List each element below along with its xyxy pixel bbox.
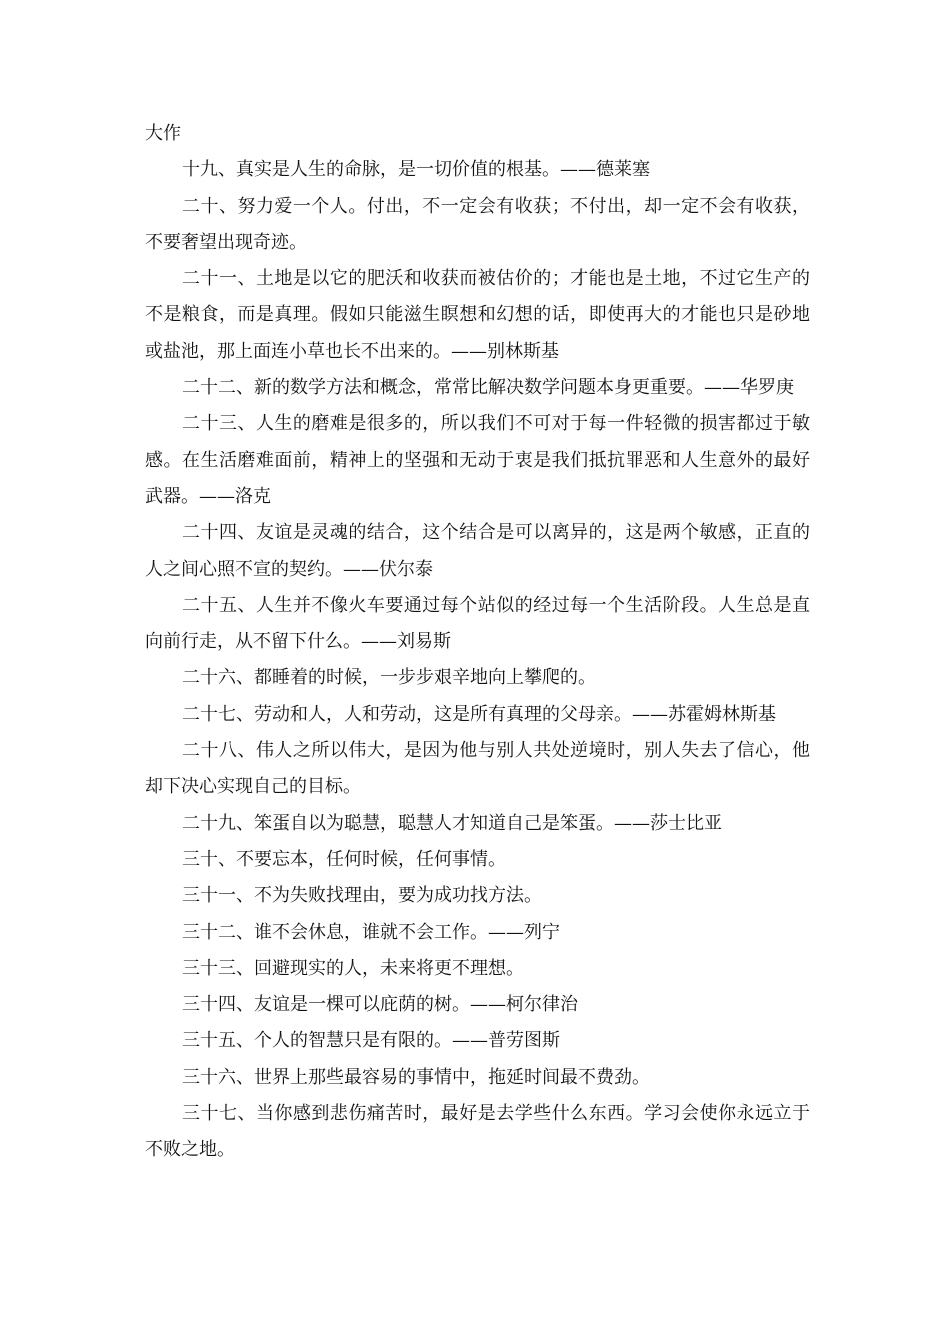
continuation-text: 大作 bbox=[145, 123, 181, 144]
quote-paragraph-21: 二十一、土地是以它的肥沃和收获而被估价的；才能也是土地，不过它生产的不是粮食，而是真理。假如只能滋生瞑想和幻想的话，即使再大的才能也只是砂地或盐池，那上面连小草也长不出来的。——别林斯基 bbox=[145, 268, 810, 362]
quote-paragraph-26: 二十六、都睡着的时候，一步步艰辛地向上攀爬的。 bbox=[182, 667, 596, 689]
quote-paragraph-34: 三十四、友谊是一棵可以庇荫的树。——柯尔律治 bbox=[182, 994, 578, 1016]
quote-paragraph-36: 三十六、世界上那些最容易的事情中，拖延时间最不费劲。 bbox=[182, 1066, 650, 1088]
quote-paragraph-33: 三十三、回避现实的人，未来将更不理想。 bbox=[182, 957, 524, 979]
quote-paragraph-27: 二十七、劳动和人，人和劳动，这是所有真理的父母亲。——苏霍姆林斯基 bbox=[182, 703, 776, 725]
quote-paragraph-24: 二十四、友谊是灵魂的结合，这个结合是可以离异的，这是两个敏感，正直的人之间心照不宣的契约。——伏尔泰 bbox=[145, 522, 810, 580]
quote-paragraph-28: 二十八、伟人之所以伟大，是因为他与别人共处逆境时，别人失去了信心，他却下决心实现自己的目标。 bbox=[145, 740, 810, 798]
quote-paragraph-32: 三十二、谁不会休息，谁就不会工作。——列宁 bbox=[182, 921, 560, 943]
document-page bbox=[145, 116, 810, 1169]
quote-paragraph-35: 三十五、个人的智慧只是有限的。——普劳图斯 bbox=[182, 1030, 560, 1052]
quote-paragraph-22: 二十二、新的数学方法和概念，常常比解决数学问题本身更重要。——华罗庚 bbox=[182, 377, 794, 399]
quote-paragraph-19: 十九、真实是人生的命脉，是一切价值的根基。——德莱塞 bbox=[182, 159, 650, 181]
quote-paragraph-20: 二十、努力爱一个人。付出，不一定会有收获；不付出，却一定不会有收获，不要奢望出现奇迹。 bbox=[145, 195, 810, 253]
quote-paragraph-31: 三十一、不为失败找理由，要为成功找方法。 bbox=[182, 885, 542, 907]
quote-paragraph-30: 三十、不要忘本，任何时候，任何事情。 bbox=[182, 848, 506, 870]
quote-paragraph-37: 三十七、当你感到悲伤痛苦时，最好是去学些什么东西。学习会使你永远立于不败之地。 bbox=[145, 1103, 810, 1161]
quote-paragraph-29: 二十九、笨蛋自以为聪慧，聪慧人才知道自己是笨蛋。——莎士比亚 bbox=[182, 812, 722, 834]
quote-paragraph-25: 二十五、人生并不像火车要通过每个站似的经过每一个生活阶段。人生总是直向前行走，从不留下什么。——刘易斯 bbox=[145, 594, 810, 653]
quote-paragraph-23: 二十三、人生的磨难是很多的，所以我们不可对于每一件轻微的损害都过于敏感。在生活磨难面前，精神上的坚强和无动于衷是我们抵抗罪恶和人生意外的最好武器。——洛克 bbox=[145, 413, 810, 507]
